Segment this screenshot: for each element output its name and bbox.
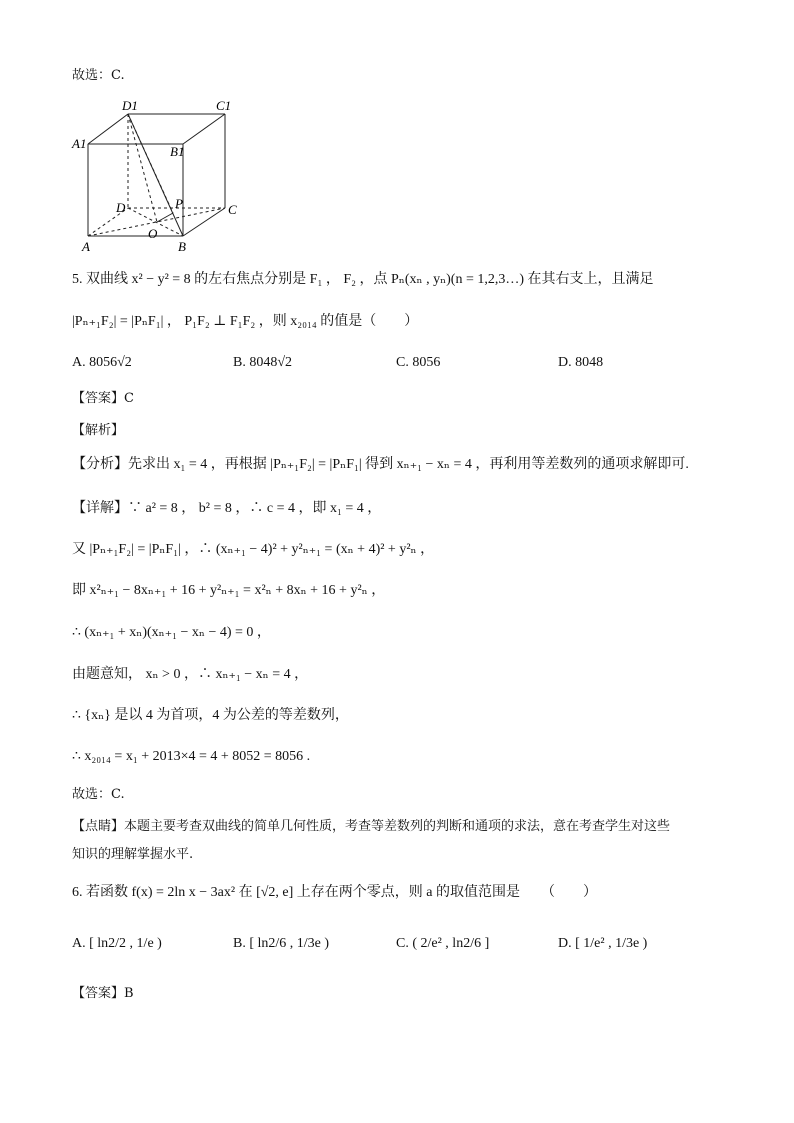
q5-detail-1: 【详解】∵ a² = 8 ， b² = 8 ，∴ c = 4 ，即 x₁ = 4 ，: [72, 501, 382, 516]
q6-stem: 6. 若函数 f(x) = 2ln x − 3ax² 在 [√2, e] 上存在两个零点，则 a 的取值范围是 （ ）: [72, 885, 598, 900]
q6-option-a: A. [ ln2/2 , 1/e ): [72, 936, 162, 951]
q5-stem-line2: |Pₙ₊₁F₂| = |PₙF₁| ， P₁F₂ ⊥ F₁F₂ ，则 x₂₀₁₄ 的值是（ ）: [72, 314, 419, 329]
q5-stem-line1: 5. 双曲线 x² − y² = 8 的左右焦点分别是 F₁ ， F₂ ，点 Pₙ(xₙ , yₙ)(n = 1,2,3…) 在其右支上，且满足: [72, 272, 654, 287]
label-B1: B1: [170, 144, 185, 159]
q5-option-c: C. 8056: [396, 355, 441, 370]
q5-detail-5: 由题意知， xₙ > 0 ，∴ xₙ₊₁ − xₙ = 4 ，: [72, 667, 309, 682]
label-O: O: [148, 226, 158, 241]
q5-answer: 【答案】C: [72, 391, 134, 406]
cube-figure: [70, 96, 250, 256]
q5-option-a: A. 8056√2: [72, 355, 132, 370]
q5-comment-line2: 知识的理解掌握水平.: [72, 847, 194, 862]
q5-detail-7: ∴ x₂₀₁₄ = x₁ + 2013×4 = 4 + 8052 = 8056 .: [72, 749, 311, 764]
q6-option-c: C. ( 2/e² , ln2/6 ]: [396, 936, 490, 951]
label-D: D: [116, 200, 126, 215]
q5-comment-line1: 【点睛】本题主要考查双曲线的简单几何性质，考查等差数列的判断和通项的求法，意在考查学生对这些: [72, 819, 671, 834]
q6-option-d: D. [ 1/e² , 1/3e ): [558, 936, 648, 951]
q5-detail-3: 即 x²ₙ₊₁ − 8xₙ₊₁ + 16 + y²ₙ₊₁ = x²ₙ + 8xₙ + 16 + y²ₙ ，: [72, 583, 386, 598]
q5-jiexi: 【解析】: [72, 423, 125, 438]
label-C: C: [228, 202, 237, 217]
label-A: A: [82, 239, 90, 254]
q6-option-b: B. [ ln2/6 , 1/3e ): [233, 936, 330, 951]
q5-detail-2: 又 |Pₙ₊₁F₂| = |PₙF₁| ，∴ (xₙ₊₁ − 4)² + y²ₙ₊₁ = (xₙ + 4)² + y²ₙ ，: [72, 542, 435, 557]
label-A1: A1: [72, 136, 87, 151]
q6-answer: 【答案】B: [72, 986, 134, 1001]
label-B: B: [178, 239, 186, 254]
label-P: P: [175, 196, 183, 211]
q5-detail-4: ∴ (xₙ₊₁ + xₙ)(xₙ₊₁ − xₙ − 4) = 0 ，: [72, 625, 271, 640]
q5-option-b: B. 8048√2: [233, 355, 293, 370]
q5-analysis: 【分析】先求出 x₁ = 4 ，再根据 |Pₙ₊₁F₂| = |PₙF₁| 得到 xₙ₊₁ − xₙ = 4 ，再利用等差数列的通项求解即可.: [72, 457, 689, 472]
label-C1: C1: [216, 98, 232, 113]
q5-detail-6: ∴ {xₙ} 是以 4 为首项，4 为公差的等差数列，: [72, 708, 349, 723]
label-D1: D1: [122, 98, 138, 113]
q5-option-d: D. 8048: [558, 355, 604, 370]
prev-answer-line: 故选：C.: [72, 68, 125, 83]
q5-detail-8: 故选：C.: [72, 787, 125, 802]
